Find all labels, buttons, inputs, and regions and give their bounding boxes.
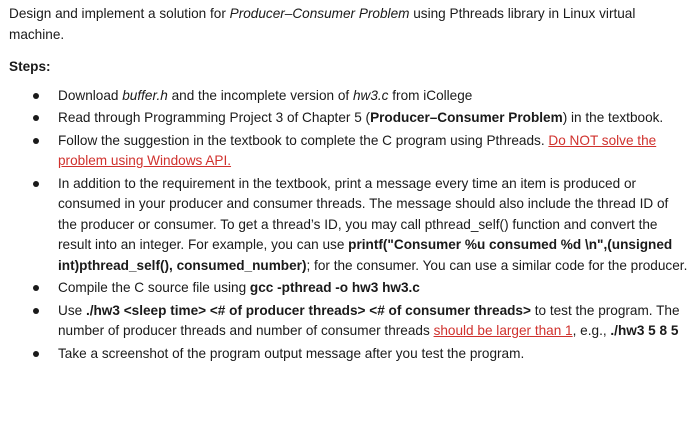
bullet-icon	[33, 181, 39, 187]
code-snippet: gcc -pthread -o hw3 hw3.c	[249, 280, 420, 295]
bullet-icon	[33, 285, 39, 291]
bullet-icon	[33, 93, 39, 99]
code-snippet: ./hw3 <sleep time> <# of producer threads> <# of consumer threads>	[85, 302, 531, 318]
bullet-icon	[33, 138, 39, 144]
list-item: Read through Programming Project 3 of Chapter 5 (Producer–Consumer Problem) in the textbook.	[9, 108, 690, 129]
list-item: Compile the C source file using gcc -pthread -o hw3 hw3.c	[9, 278, 690, 299]
code-snippet: ./hw3 5 8 5	[610, 323, 679, 338]
bullet-icon	[33, 351, 39, 357]
code-snippet: printf("Consumer %u consumed %d \n",(unsigned int)pthread_self(), consumed_number)	[58, 237, 673, 273]
bullet-icon	[33, 115, 39, 121]
steps-list	[9, 86, 690, 365]
warning-text: should be larger than 1	[433, 323, 573, 338]
bullet-icon	[33, 308, 39, 314]
list-item: Download buffer.h and the incomplete version of hw3.c from iCollege	[9, 86, 690, 107]
list-item: Follow the suggestion in the textbook to complete the C program using Pthreads. Do NOT solve the problem using Windows API.	[9, 131, 690, 172]
list-item: In addition to the requirement in the textbook, print a message every time an item is produced or consumed in your producer and consumer threads. The message should also include the thread ID of the producer or consumer. To get a thread’s ID, you may call pthread_self() function and convert the result into an integer. For example, you can use printf("Consumer %u consumed %d \n",(unsigned int)pthread_self(), consumed_number); for the consumer. You can use a similar code for the producer.	[9, 174, 690, 277]
list-item: Use ./hw3 <sleep time> <# of producer threads> <# of consumer threads> to test the program. The number of producer threads and number of consumer threads should be larger than 1, e.g., ./hw3 5 8 5	[9, 301, 690, 342]
intro-paragraph: Design and implement a solution for Producer–Consumer Problem using Pthreads library in Linux virtual machine.	[9, 6, 636, 42]
steps-heading: Steps:	[9, 59, 51, 74]
list-item: Take a screenshot of the program output message after you test the program.	[9, 344, 690, 365]
warning-text: Do NOT solve the problem using Windows API.	[58, 132, 657, 168]
problem-name: Producer–Consumer Problem	[229, 6, 410, 21]
